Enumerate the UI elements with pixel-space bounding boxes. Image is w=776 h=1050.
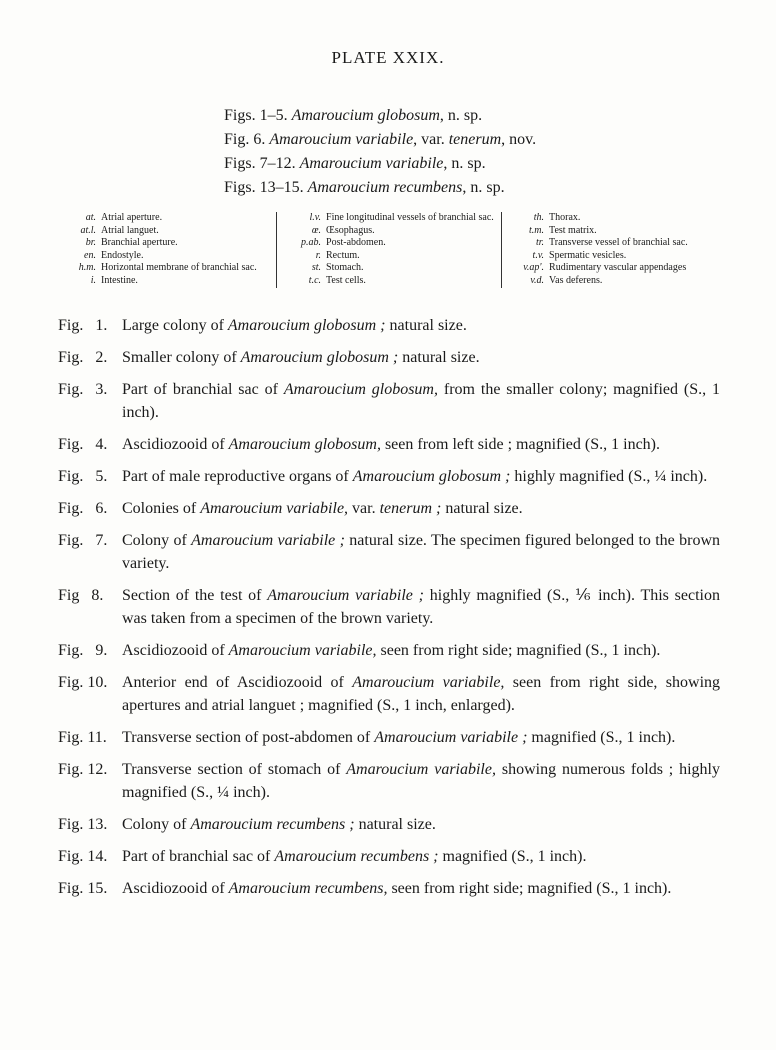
legend-abbreviation: t.c. [308,274,322,286]
legend-description: Atrial languet. [101,224,159,236]
figure-number: Fig. 9. [58,642,108,659]
figure-description [58,671,720,717]
legend-entry [506,225,726,238]
legend-abbreviation: v.ap'. [523,262,545,274]
figure-caption: Ascidiozooid of Amaroucium recumbens, seen from right side; magnified (S., 1 inch). [122,880,672,897]
figure-group: Fig. 6. Amaroucium variabile, var. tenerum, nov. [224,131,537,148]
legend-column-3 [501,212,726,288]
figure-group: Figs. 13–15. Amaroucium recumbens, n. sp. [224,179,505,196]
legend-abbreviation: br. [85,237,96,249]
legend-description: Vas deferens. [549,274,603,286]
figure-caption: Part of male reproductive organs of Amaroucium globosum ; highly magnified (S., ¼ inch). [122,468,708,485]
figure-groups [224,104,536,200]
legend-entry [506,275,726,288]
figure-number: Fig. 10. [58,674,108,691]
figure-descriptions [58,314,720,900]
legend-description: Œsophagus. [326,224,375,236]
figure-number: Fig. 4. [58,436,108,453]
legend-entry [506,262,726,275]
figure-number: Fig. 15. [58,880,108,897]
legend-entry [281,262,497,275]
legend-entry [506,237,726,250]
legend-abbreviation: st. [311,262,322,274]
legend-description: Thorax. [549,212,581,223]
figure-number: Fig. 2. [58,349,108,366]
legend-description: Spermatic vesicles. [549,249,627,261]
plate-title: PLATE XXIX. [331,48,445,67]
legend-abbreviation: h.m. [78,262,96,274]
figure-number: Fig. 6. [58,500,108,517]
legend-abbreviation: r. [315,249,322,261]
figure-number: Fig. 7. [58,532,108,549]
figure-group: Figs. 7–12. Amaroucium variabile, n. sp. [224,155,486,172]
legend-abbreviation: en. [84,249,96,261]
legend-description: Fine longitudinal vessels of branchial sac. [326,212,494,223]
legend-abbreviation: l.v. [309,212,322,223]
legend-abbreviation: th. [533,212,545,223]
legend-description: Post-abdomen. [326,237,386,249]
legend-abbreviation: i. [90,274,96,286]
figure-number: Fig. 5. [58,468,108,485]
figure-description [58,813,720,836]
figure-number: Fig. 13. [58,816,108,833]
figure-caption: Large colony of Amaroucium globosum ; natural size. [122,317,467,334]
figure-description [58,433,720,456]
figure-caption: Part of branchial sac of Amaroucium globosum, from the smaller colony; magnified (S., 1 inch). [122,381,721,421]
legend-description: Transverse vessel of branchial sac. [549,237,688,249]
legend-abbreviation: œ. [311,224,322,236]
legend-description: Test cells. [326,274,366,286]
legend-entry [56,212,272,225]
legend-abbreviation: p.ab. [301,237,322,249]
legend-description: Rudimentary vascular appendages [549,262,687,274]
legend-description: Stomach. [326,262,364,274]
legend-entry [56,250,272,263]
legend-entry [281,237,497,250]
legend-abbreviation: t.v. [532,249,545,261]
figure-caption: Colonies of Amaroucium variabile, var. tenerum ; natural size. [122,500,523,517]
legend-description: Atrial aperture. [101,212,163,223]
figure-number: Fig 8. [58,587,104,604]
figure-caption: Section of the test of Amaroucium variabile ; highly magnified (S., ⅙ inch). This section was taken from a specimen of the brown variety. [122,587,721,627]
figure-number: Fig. 14. [58,848,108,865]
legend-abbreviation: at. [85,212,96,223]
legend-entry [281,225,497,238]
figure-description [58,584,720,630]
figure-number: Fig. 1. [58,317,108,334]
legend-description: Horizontal membrane of branchial sac. [101,262,257,274]
figure-description [58,378,720,424]
legend-abbreviation: v.d. [530,274,545,286]
figure-description [58,346,720,369]
figure-description [58,758,720,804]
legend-description: Rectum. [326,249,360,261]
figure-description [58,465,720,488]
legend-description: Endostyle. [101,249,144,261]
figure-caption: Anterior end of Ascidiozooid of Amaroucium variabile, seen from right side, showing apertures and atrial languet ; magnified (S., 1 inch, enlarged). [122,674,721,714]
figure-description [58,314,720,337]
figure-number: Fig. 3. [58,381,108,398]
figure-caption: Colony of Amaroucium variabile ; natural size. The specimen figured belonged to the brown variety. [122,532,721,572]
legend-column-1 [56,212,276,288]
legend-description: Intestine. [101,274,138,286]
figure-group: Figs. 1–5. Amaroucium globosum, n. sp. [224,107,483,124]
legend-abbreviation: at.l. [80,224,96,236]
figure-description [58,845,720,868]
legend-description: Branchial aperture. [101,237,178,249]
legend-entry [56,237,272,250]
figure-caption: Colony of Amaroucium recumbens ; natural size. [122,816,436,833]
figure-caption: Ascidiozooid of Amaroucium globosum, seen from left side ; magnified (S., 1 inch). [122,436,660,453]
legend-entry [506,250,726,263]
legend-entry [56,275,272,288]
figure-caption: Transverse section of post-abdomen of Amaroucium variabile ; magnified (S., 1 inch). [122,729,676,746]
figure-number: Fig. 12. [58,761,108,778]
figure-description [58,497,720,520]
legend-column-2 [276,212,501,288]
figure-caption: Transverse section of stomach of Amaroucium variabile, showing numerous folds ; highly magnified (S., ¼ inch). [122,761,721,801]
legend-abbreviation: tr. [535,237,545,249]
legend-description: Test matrix. [549,224,597,236]
legend-abbreviation: t.m. [529,224,545,236]
abbreviation-legend [56,212,726,288]
figure-caption: Ascidiozooid of Amaroucium variabile, seen from right side; magnified (S., 1 inch). [122,642,661,659]
legend-entry [281,250,497,263]
legend-entry [56,225,272,238]
legend-entry [56,262,272,275]
legend-entry [281,212,497,225]
figure-description [58,877,720,900]
figure-number: Fig. 11. [58,729,107,746]
legend-entry [281,275,497,288]
figure-description [58,639,720,662]
figure-caption: Smaller colony of Amaroucium globosum ; natural size. [122,349,480,366]
legend-entry [506,212,726,225]
figure-description [58,529,720,575]
figure-description [58,726,720,749]
figure-caption: Part of branchial sac of Amaroucium recumbens ; magnified (S., 1 inch). [122,848,587,865]
